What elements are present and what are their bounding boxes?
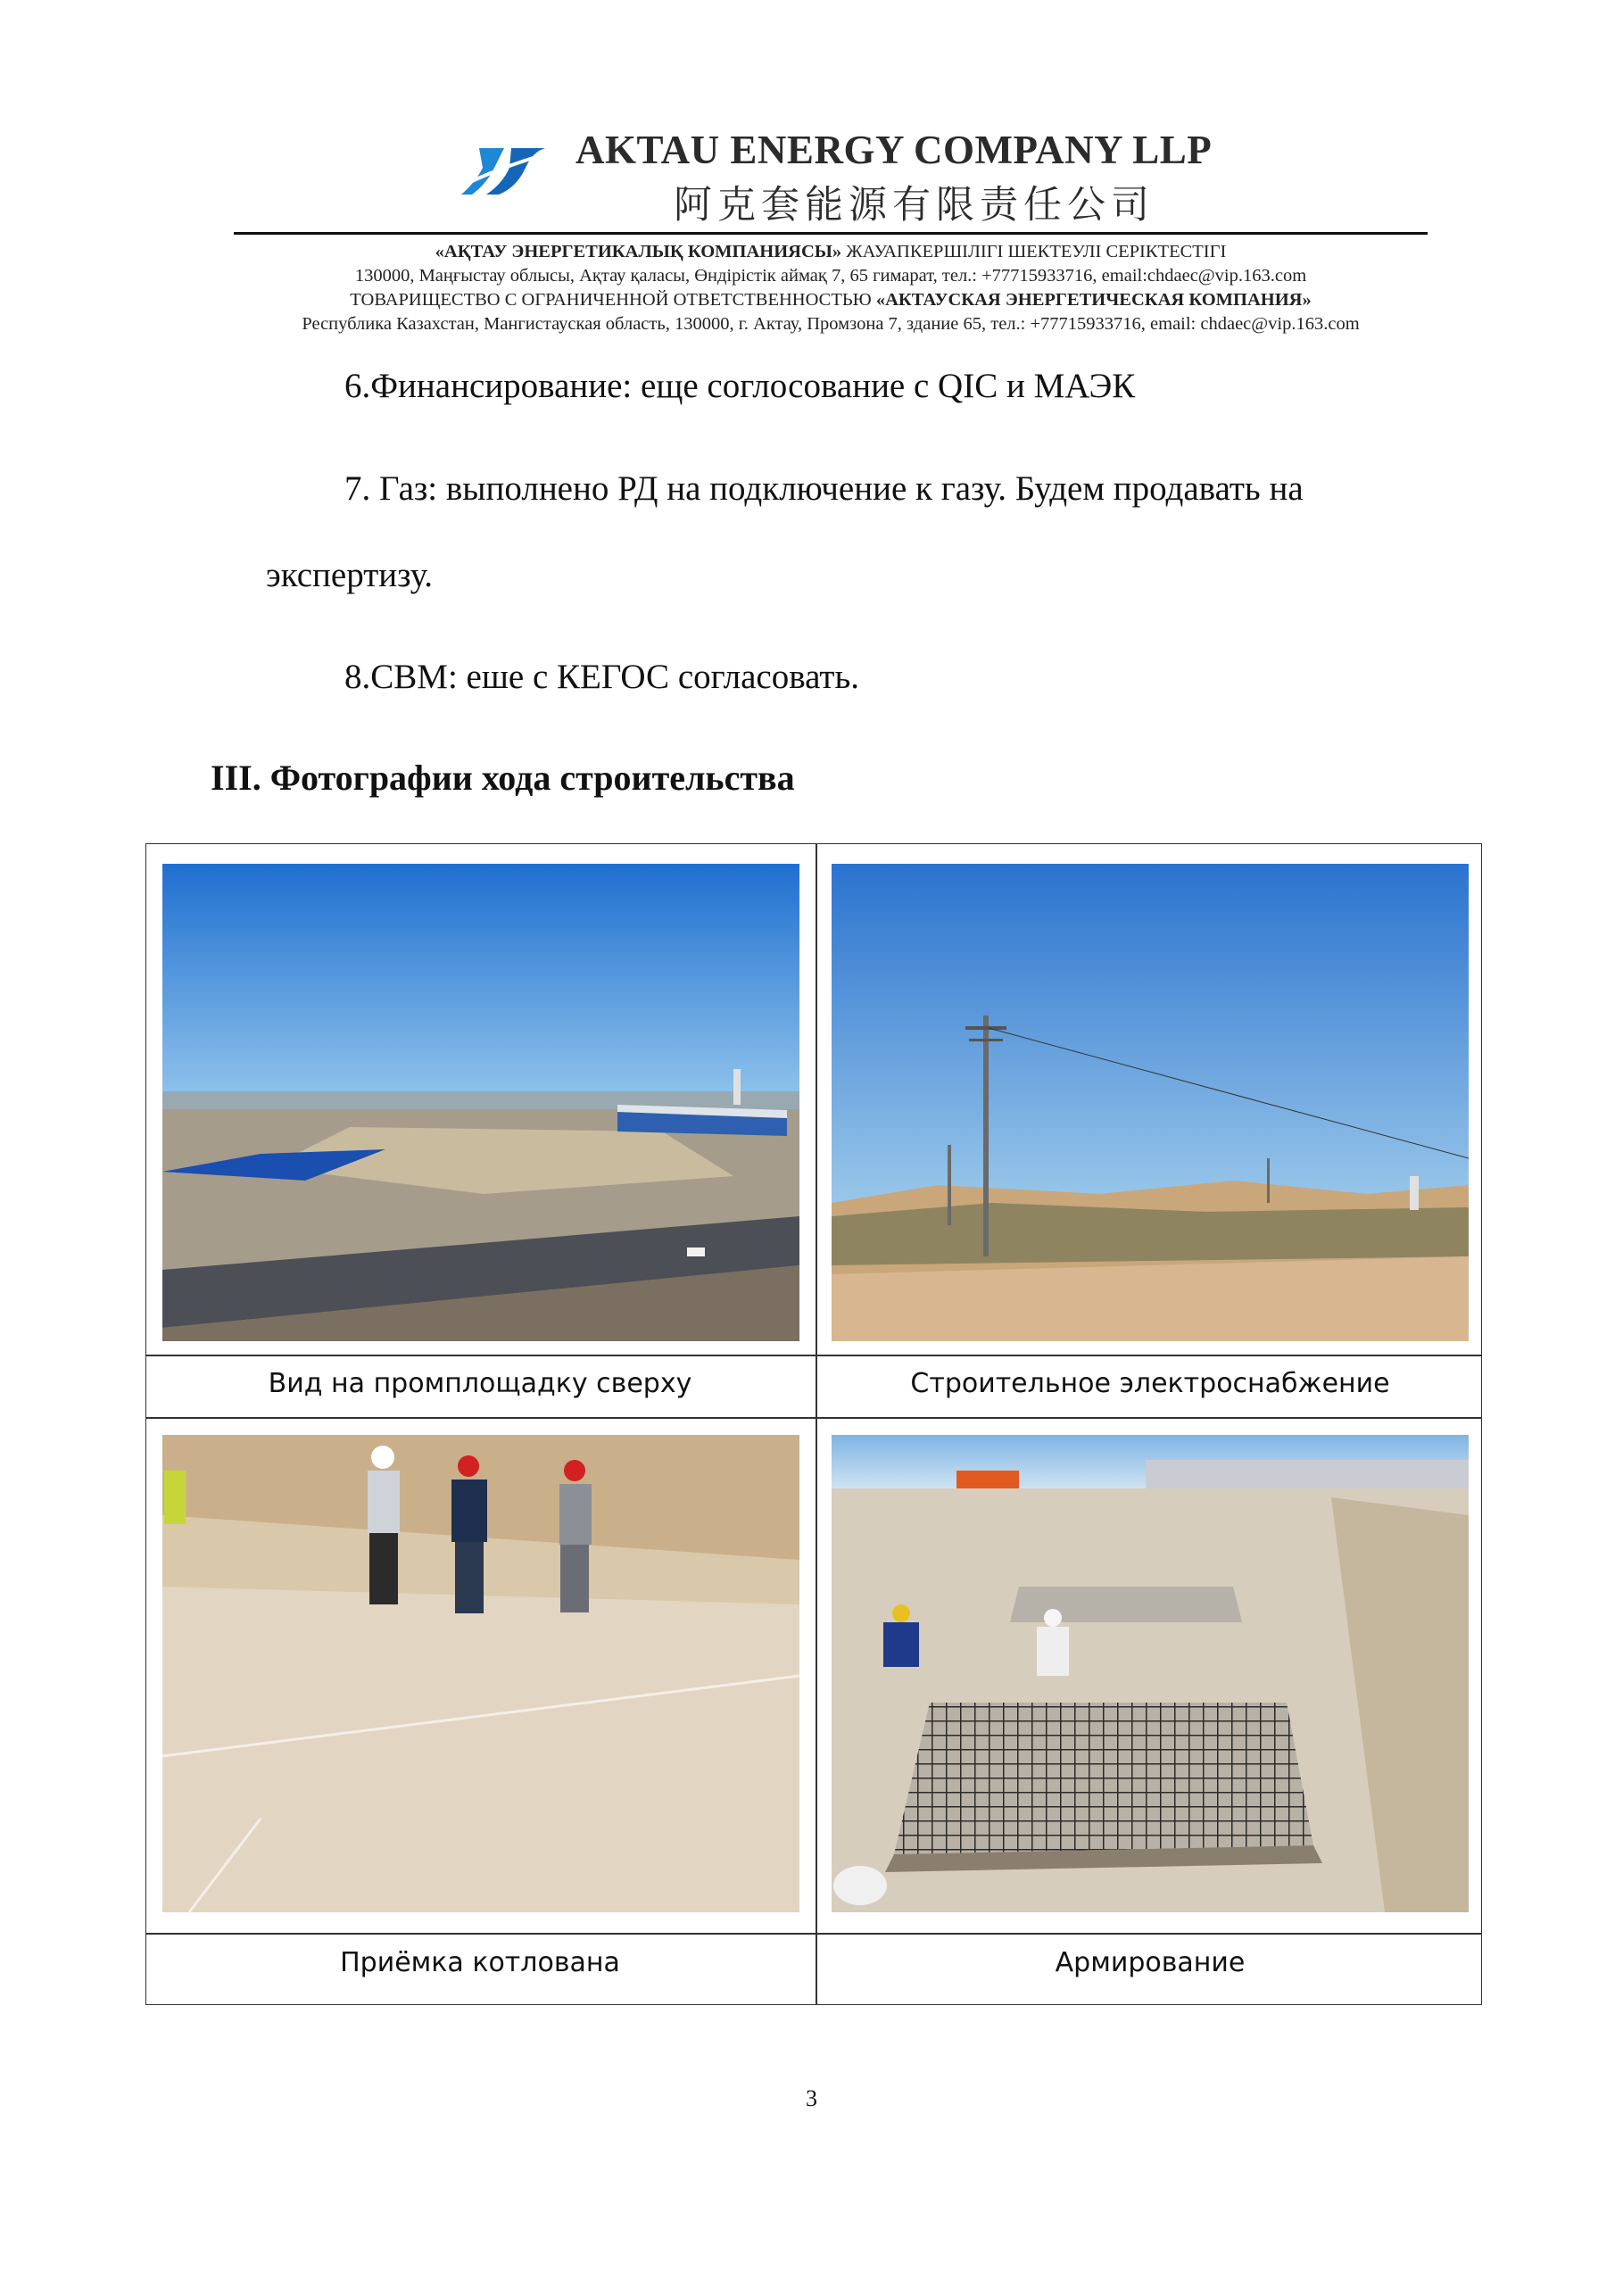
page-number: 3 (806, 2085, 817, 2111)
letterhead-kz-name: «АҚТАУ ЭНЕРГЕТИКАЛЫҚ КОМПАНИЯСЫ» ЖАУАПКЕРШІЛІГІ ШЕКТЕУЛІ СЕРІКТЕСТІГІ (435, 242, 1227, 261)
letterhead-ru-address: Республика Казахстан, Мангистауская область, 130000, г. Актау, Промзона 7, здание 65, тел.: +77715933716, email: chdaec@vip.163.com (302, 314, 1360, 334)
company-name-zh: 阿克套能源有限责任公司 (674, 185, 1155, 227)
caption-power-supply: Строительное электроснабжение (910, 1368, 1390, 1399)
letterhead-ru-name: ТОВАРИЩЕСТВО С ОГРАНИЧЕННОЙ ОТВЕТСТВЕННОСТЬЮ «АКТАУСКАЯ ЭНЕРГЕТИЧЕСКАЯ КОМПАНИЯ» (350, 290, 1312, 310)
paragraph-gas-line2: экспертизу. (266, 556, 434, 594)
table-column-divider (816, 844, 817, 2004)
caption-reinforcement: Армирование (1055, 1947, 1246, 1978)
photo-site-aerial (162, 864, 799, 1341)
paragraph-gas-line1: 7. Газ: выполнено РД на подключение к газу. Будем продавать на (344, 469, 1304, 508)
header-divider (234, 232, 1428, 235)
table-row-divider (146, 1417, 1481, 1419)
photo-pit-inspection (162, 1435, 799, 1912)
section-title: III. Фотографии хода строительства (211, 758, 795, 798)
table-row-divider (146, 1355, 1481, 1356)
paragraph-cbm: 8.CBM: еше с КЕГОС согласовать. (344, 658, 860, 696)
photo-table (145, 843, 1482, 2005)
company-logo (460, 143, 549, 200)
table-row-divider (146, 1933, 1481, 1935)
company-name-en: AKTAU ENERGY COMPANY LLP (576, 128, 1213, 172)
photo-reinforcement (832, 1435, 1469, 1912)
caption-pit-inspection: Приёмка котлована (340, 1947, 620, 1978)
letterhead-kz-address: 130000, Маңғыстау облысы, Ақтау қаласы, Өндірістік аймақ 7, 65 гимарат, тел.: +77715933716, email:chdaec@vip.163.com (354, 266, 1307, 286)
photo-power-supply (832, 864, 1469, 1341)
caption-site-aerial: Вид на промплощадку сверху (268, 1368, 692, 1399)
paragraph-financing: 6.Финансирование: еще соглосование с QIC и МАЭК (344, 367, 1136, 405)
